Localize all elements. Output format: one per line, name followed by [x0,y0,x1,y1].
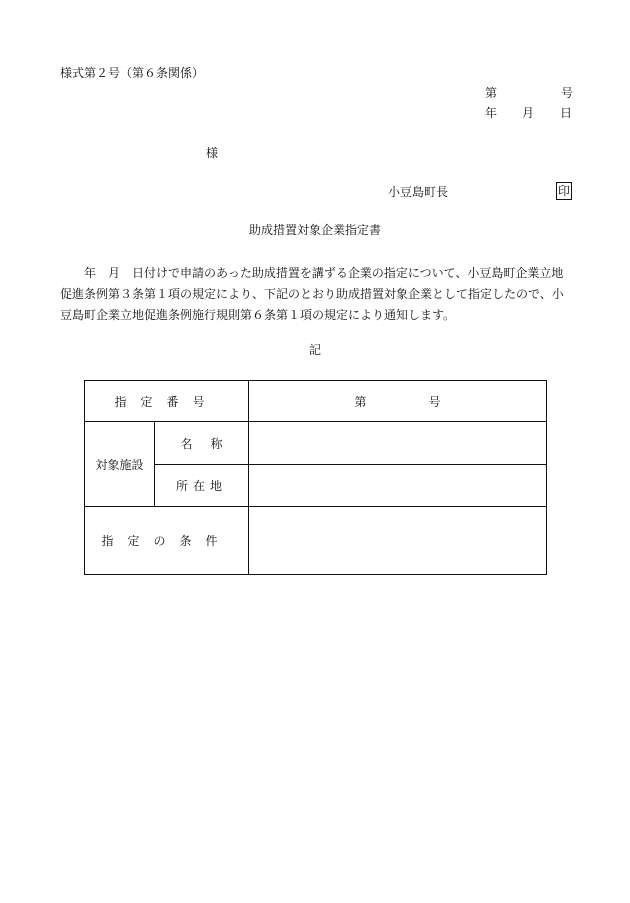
location-label-cell [155,465,249,507]
facility-location-row [85,465,547,507]
conditions-value-cell [249,507,547,575]
designation-number-value-prefix: 第 [354,394,367,409]
designation-number-value-suffix: 号 [428,394,441,409]
conditions-label: 指定の条件 [101,534,232,548]
ki-notation: 記 [308,343,321,357]
name-value-cell [249,422,547,465]
designation-number-label: 指定番号 [114,394,219,409]
seal-stamp-box: 印 [558,184,571,198]
date-month-label: 月 [522,106,535,120]
sender-title: 小豆島町長 [388,185,449,199]
designation-number-row [85,381,547,422]
facility-label-cell [85,422,155,507]
date-year-label: 年 [485,106,498,120]
addressee-honorific: 様 [206,146,219,160]
conditions-label-cell [85,507,249,575]
location-value-cell [249,465,547,507]
name-label-cell [155,422,249,465]
designation-number-label-cell [85,381,249,422]
form-identifier: 様式第２号（第６条関係） [60,66,205,80]
document-body-text: 年 月 日付けで申請のあった助成措置を講ずる企業の指定について、小豆島町企業立地促進条例第３条第１項の規定により、下記のとおり助成措置対象企業として指定したので、小豆島町企業立地促進条例施行規則第６条第１項の規定により通知します。 [60,266,564,322]
designation-number-value-cell [249,381,547,422]
date-day-label: 日 [560,106,573,120]
document-number-prefix: 第 [485,86,498,100]
conditions-row [85,507,547,575]
name-label-first: 名 [180,436,193,451]
document-number-suffix: 号 [561,86,574,100]
facility-label: 対象施設 [95,457,144,472]
facility-name-row [85,422,547,465]
document-title: 助成措置対象企業指定書 [248,223,381,237]
location-label: 所在地 [176,479,228,493]
name-label-second: 称 [210,436,223,451]
designation-record-table [84,380,547,575]
